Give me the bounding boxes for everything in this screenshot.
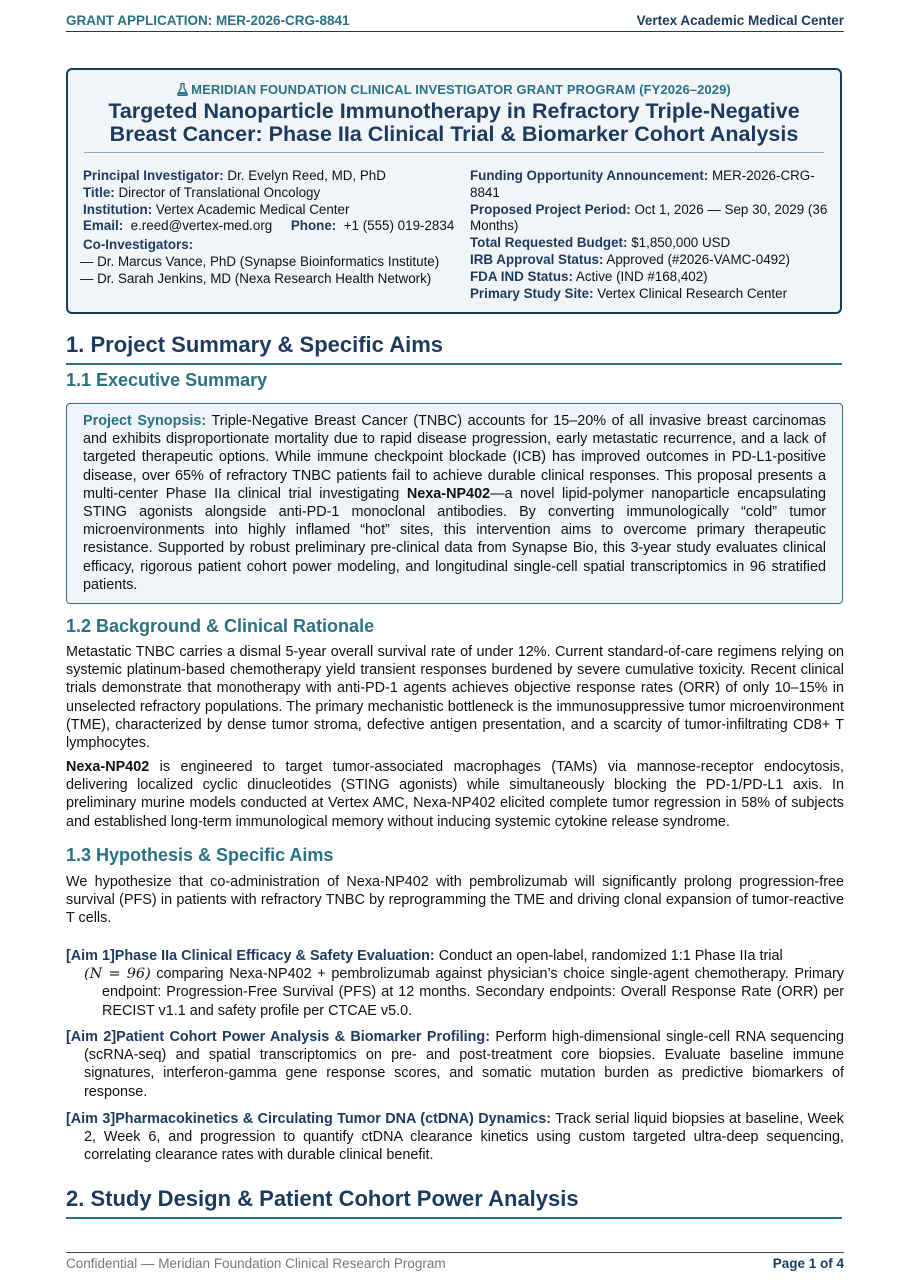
subsection-heading: 1.2 Background & Clinical Rationale: [66, 616, 375, 636]
drug-name: Nexa-NP402: [406, 485, 491, 502]
funding-info: [470, 168, 830, 302]
sample-size: (N = 96): [84, 966, 151, 983]
aim-title: Pharmacokinetics & Circulating Tumor DNA (ctDNA) Dynamics:: [115, 1111, 552, 1127]
synopsis-box: Project Synopsis: Triple-Negative Breast Cancer (TNBC) accounts for 15–20% of all invasive breast carcinomas and exhibits disproportionate mortality due to rapid disease progression, early metastatic recurrence, and a lack of targeted therapeutic options. While immune checkpoint blockade (ICB) has improved outcomes in PD-L1-positive disease, over 65% of refractory TNBC patients fail to achieve durable clinical responses. This proposal presents a multi-center Phase IIa clinical trial investigating Nexa-NP402—a novel lipid-polymer nanoparticle encapsulating STING agonists alongside anti-PD-1 monoclonal antibodies. By converting immunologically “cold” tumor microenvironments into highly inflamed “hot” sites, this intervention aims to overcome primary therapeutic resistance. Supported by robust preliminary pre-clinical data from Synapse Bio, this 3-year study evaluates clinical efficacy, rigorous patient cohort power modeling, and longitudinal single-cell spatial transcriptomics in 96 stratified patients.: [66, 403, 843, 604]
title-divider: [84, 152, 824, 153]
background-paragraph: Nexa-NP402 is engineered to target tumor-associated macrophages (TAMs) via mannose-receptor endocytosis, delivering localized cyclic dinucleotides (STING agonists) while simultaneously blocking the PD-1/PD-L1 axis. In preliminary murine models conducted at Vertex AMC, Nexa-NP402 elicited complete tumor regression in 58% of subjects and established long-term immunological memory without inducing systemic cytokine release syndrome.: [66, 759, 844, 830]
program-name: MERIDIAN FOUNDATION CLINICAL INVESTIGATOR GRANT PROGRAM (FY2026–2029): [191, 82, 731, 97]
investigator-info: [80, 168, 455, 288]
email-link[interactable]: e.reed@vertex-med.org: [130, 218, 273, 234]
aim-item: [Aim 3]Pharmacokinetics & Circulating Tumor DNA (ctDNA) Dynamics: Track serial liquid biopsies at baseline, Week 2, Week 6, and progression to quantify ctDNA clearance kinetics using custom targeted ultra-deep sequencing, correlating clearance rates with durable clinical benefit.: [66, 1111, 844, 1164]
background-paragraph: Metastatic TNBC carries a dismal 5-year overall survival rate of under 12%. Current standard-of-care regimens relying on systemic platinum-based chemotherapy yield transient responses burdened by severe cumulative toxicity. Recent clinical trials demonstrate that monotherapy with anti-PD-1 agents achieves objective response rates (ORR) of only 10–15% in unselected refractory populations. The primary mechanistic bottleneck is the immunosuppressive tumor microenvironment (TME), characterized by dense tumor stroma, defective antigen presentation, and a scarcity of tumor-infiltrating CD8+ T lymphocytes.: [66, 644, 844, 752]
period-row: Proposed Project Period: Oct 1, 2026 — Sep 30, 2029 (36 Months): [470, 201, 828, 234]
subsection-heading: 1.3 Hypothesis & Specific Aims: [66, 845, 334, 865]
pi-title-row: Title: Director of Translational Oncology: [83, 184, 321, 200]
grant-title: [98, 100, 810, 146]
page-number: Page 1 of 4: [772, 1256, 844, 1271]
pi-row: Principal Investigator: Dr. Evelyn Reed, MD, PhD: [83, 168, 386, 183]
running-footer: [66, 1252, 844, 1271]
grant-title-line2: Breast Cancer: Phase IIa Clinical Trial & Biomarker Cohort Analysis: [109, 122, 799, 146]
foa-row: Funding Opportunity Announcement: MER-2026-CRG-8841: [470, 168, 815, 200]
aim-title: Patient Cohort Power Analysis & Biomarker Profiling:: [116, 1029, 491, 1045]
section-heading: 2. Study Design & Patient Cohort Power Analysis: [66, 1186, 842, 1219]
contact-row: Email: e.reed@vertex-med.org Phone: +1 (555) 019-2834: [83, 218, 455, 234]
aim-title: Phase IIa Clinical Efficacy & Safety Evaluation:: [114, 948, 435, 964]
fda-row: FDA IND Status: Active (IND #168,402): [470, 268, 708, 284]
synopsis-label: Project Synopsis:: [83, 413, 207, 429]
drug-name: Nexa-NP402: [66, 759, 150, 775]
section-heading: 1. Project Summary & Specific Aims: [66, 332, 842, 365]
grant-id: GRANT APPLICATION: MER-2026-CRG-8841: [66, 13, 350, 28]
aim-tag: [Aim 1]: [66, 948, 115, 964]
subsection-heading: 1.1 Executive Summary: [66, 370, 268, 390]
grant-title-line1: Targeted Nanoparticle Immunotherapy in Refractory Triple-Negative: [108, 99, 800, 123]
aim-tag: [Aim 2]: [66, 1029, 117, 1045]
title-box: [66, 68, 842, 314]
hypothesis-paragraph: We hypothesize that co-administration of Nexa-NP402 with pembrolizumab will significantly prolong progression-free survival (PFS) in patients with refractory TNBC by reprogramming the TME and driving clonal expansion of tumor-reactive T cells.: [66, 874, 844, 927]
institution-name: Vertex Academic Medical Center: [636, 13, 844, 28]
coi-heading: Co-Investigators:: [83, 237, 194, 253]
aim-item: [Aim 2]Patient Cohort Power Analysis & Biomarker Profiling: Perform high-dimensional single-cell RNA sequencing (scRNA-seq) and spatial transcriptomics on pre- and post-treatment core biopsies. Evaluate baseline immune signatures, interferon-gamma gene response scores, and somatic mutation burden as predictive biomarkers of response.: [66, 1029, 844, 1100]
coi-item: — Dr. Marcus Vance, PhD (Synapse Bioinformatics Institute): [80, 253, 440, 269]
budget-row: Total Requested Budget: $1,850,000 USD: [470, 235, 731, 251]
running-header: [66, 10, 844, 32]
coi-item: — Dr. Sarah Jenkins, MD (Nexa Research Health Network): [80, 270, 432, 286]
aim-tag: [Aim 3]: [66, 1111, 116, 1127]
program-line: [68, 82, 840, 97]
irb-row: IRB Approval Status: Approved (#2026-VAMC-0492): [470, 251, 791, 267]
site-row: Primary Study Site: Vertex Clinical Research Center: [470, 285, 788, 301]
institution-row: Institution: Vertex Academic Medical Center: [83, 201, 350, 217]
aim-item: [Aim 1]Phase IIa Clinical Efficacy & Safety Evaluation: Conduct an open-label, randomized 1:1 Phase IIa trial (N = 96) comparing Nexa-NP402 + pembrolizumab against physician’s choice single-agent chemotherapy. Primary endpoint: Progression-Free Survival (PFS) at 12 months. Secondary endpoints: Overall Response Rate (ORR) per RECIST v1.1 and safety profile per CTCAE v5.0.: [66, 948, 844, 1019]
confidential-note: Confidential — Meridian Foundation Clinical Research Program: [66, 1256, 446, 1271]
flask-icon: [177, 83, 188, 96]
